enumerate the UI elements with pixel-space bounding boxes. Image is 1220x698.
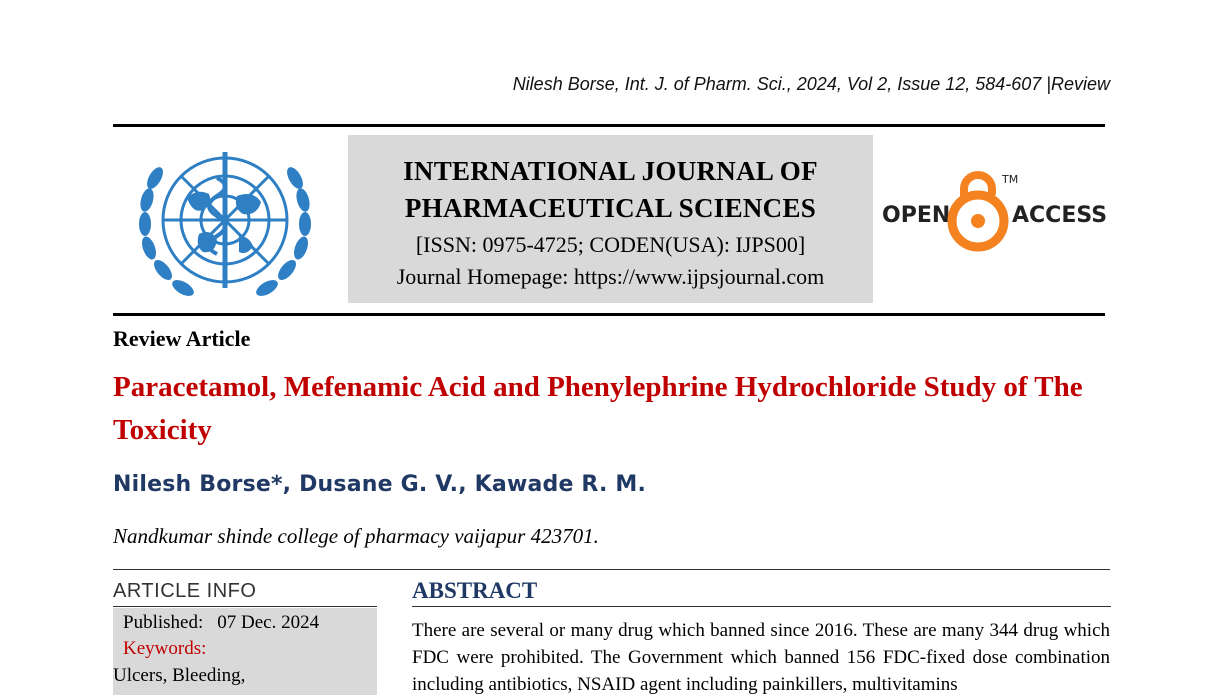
trademark-text: TM [1002, 173, 1019, 186]
open-lock-icon [952, 175, 1004, 247]
abstract-rule [412, 606, 1111, 607]
journal-masthead [348, 135, 873, 303]
published-label: Published: [123, 612, 204, 633]
citation-header: Nilesh Borse, Int. J. of Pharm. Sci., 2024, Vol 2, Issue 12, 584-607 |Review [512, 74, 1110, 94]
abstract-heading: ABSTRACT [412, 578, 538, 603]
article-info-box [113, 608, 377, 695]
keywords-value: Ulcers, Bleeding, [113, 665, 246, 686]
journal-title-line2: PHARMACEUTICAL SCIENCES [404, 193, 817, 223]
author-list: Nilesh Borse*, Dusane G. V., Kawade R. M. [113, 472, 647, 497]
article-info-rule [113, 606, 377, 607]
published-date: 07 Dec. 2024 [217, 612, 320, 633]
journal-issn: [ISSN: 0975-4725; CODEN(USA): IJPS00] [415, 232, 806, 257]
keywords-label: Keywords: [123, 638, 207, 659]
paper-title: Paracetamol, Mefenamic Acid and Phenylephrine Hydrochloride Study of The Toxicity [113, 371, 1083, 446]
masthead-bottom-rule [113, 313, 1105, 316]
article-info-heading: ARTICLE INFO [113, 580, 257, 602]
journal-title-line1: INTERNATIONAL JOURNAL OF [403, 156, 818, 186]
open-access-open-text: OPEN [882, 203, 951, 228]
open-access-logo [880, 165, 1108, 255]
article-type: Review Article [113, 326, 251, 351]
affiliation: Nandkumar shinde college of pharmacy vaijapur 423701. [113, 524, 599, 548]
abstract-text: There are several or many drug which banned since 2016. These are many 344 drug which FDC were prohibited. The Government which banned 156 FDC-fixed dose combination including antibiotics, NSAID agent including painkillers, multivitamins [412, 620, 1110, 695]
journal-homepage: Journal Homepage: https://www.ijpsjournal.com [396, 264, 825, 289]
open-access-access-text: ACCESS [1012, 203, 1108, 228]
who-emblem-logo [127, 138, 323, 306]
top-rule [113, 124, 1105, 127]
section-divider [113, 569, 1110, 570]
